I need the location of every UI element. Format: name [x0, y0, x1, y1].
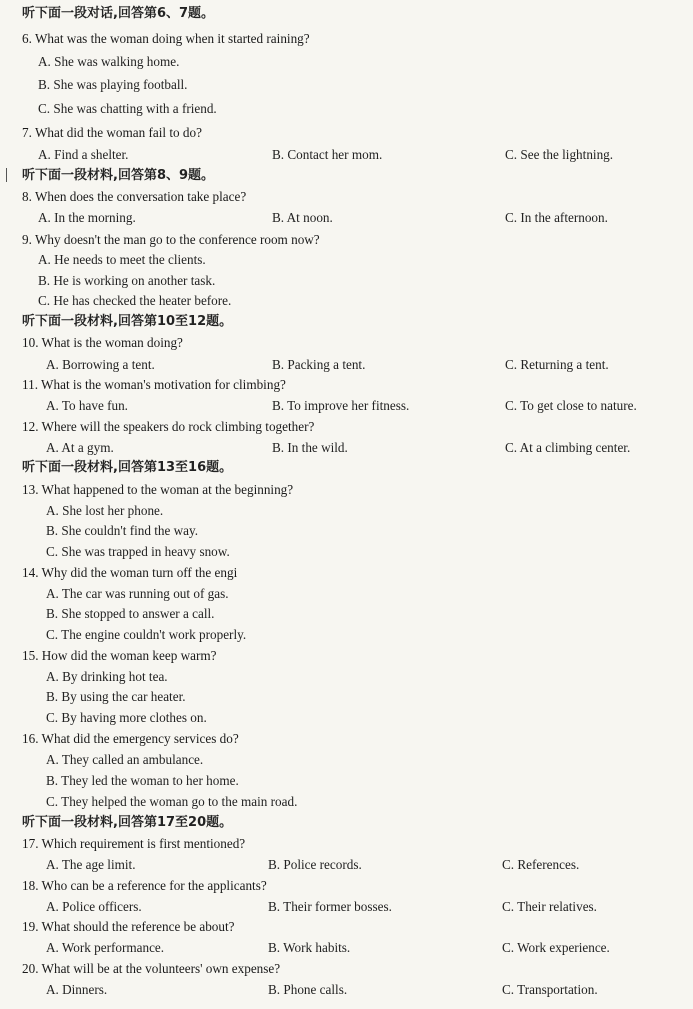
option-b: B. To improve her fitness.	[272, 398, 410, 413]
question-stem: 16. What did the emergency services do?	[22, 731, 239, 746]
question-17-options	[0, 858, 693, 878]
option-a: A. By drinking hot tea.	[46, 669, 168, 684]
question-15-option-a	[0, 670, 693, 690]
question-14-option-b	[0, 607, 693, 627]
option-c: C. Transportation.	[502, 982, 598, 997]
question-9-option-c	[0, 294, 693, 314]
option-a: A. At a gym.	[46, 440, 114, 455]
question-stem: 13. What happened to the woman at the beginning?	[22, 482, 294, 497]
question-8-options	[0, 211, 693, 231]
option-a: A. She lost her phone.	[46, 503, 164, 518]
option-a: A. To have fun.	[46, 398, 128, 413]
section-title: 听下面一段材料,回答第10至12题。	[22, 314, 233, 329]
question-19-options	[0, 941, 693, 961]
section-header-13-16	[0, 461, 693, 481]
question-stem: 10. What is the woman doing?	[22, 335, 183, 350]
question-6-option-c	[0, 102, 693, 122]
question-6-option-a	[0, 55, 693, 75]
option-c: C. At a climbing center.	[505, 440, 631, 455]
question-13-option-a	[0, 504, 693, 524]
question-stem: 17. Which requirement is first mentioned?	[22, 836, 246, 851]
option-c: C. She was trapped in heavy snow.	[46, 544, 230, 559]
section-title: 听下面一段材料,回答第8、9题。	[22, 168, 215, 183]
question-stem: 11. What is the woman's motivation for climbing?	[22, 377, 286, 392]
question-12	[0, 420, 693, 440]
question-13-option-c	[0, 545, 693, 565]
question-15	[0, 649, 693, 669]
question-16-option-a	[0, 753, 693, 773]
option-b: B. Their former bosses.	[268, 899, 392, 914]
option-b: B. He is working on another task.	[38, 273, 216, 288]
option-b: B. Packing a tent.	[272, 357, 366, 372]
question-17	[0, 837, 693, 857]
question-7	[0, 126, 693, 146]
question-9	[0, 233, 693, 253]
question-20-options	[0, 983, 693, 1003]
option-c: C. By having more clothes on.	[46, 710, 207, 725]
section-title: 听下面一段对话,回答第6、7题。	[22, 6, 215, 21]
option-b: B. She was playing football.	[38, 77, 188, 92]
option-a: A. Find a shelter.	[38, 147, 129, 162]
question-stem: 14. Why did the woman turn off the engi	[22, 565, 238, 580]
option-c: C. They helped the woman go to the main road.	[46, 794, 298, 809]
option-c: C. He has checked the heater before.	[38, 293, 232, 308]
option-c: C. She was chatting with a friend.	[38, 101, 217, 116]
question-stem: 8. When does the conversation take place?	[22, 189, 247, 204]
option-a: A. Dinners.	[46, 982, 108, 997]
option-c: C. Their relatives.	[502, 899, 597, 914]
option-c: C. The engine couldn't work properly.	[46, 627, 247, 642]
question-6	[0, 32, 693, 52]
option-a: A. He needs to meet the clients.	[38, 252, 206, 267]
section-header-6-7	[0, 7, 693, 27]
option-a: A. The age limit.	[46, 857, 136, 872]
option-b: B. She couldn't find the way.	[46, 523, 199, 538]
question-13-option-b	[0, 524, 693, 544]
question-stem: 12. Where will the speakers do rock climbing together?	[22, 419, 315, 434]
option-b: B. At noon.	[272, 210, 333, 225]
option-a: A. The car was running out of gas.	[46, 586, 229, 601]
option-b: B. Police records.	[268, 857, 362, 872]
section-title: 听下面一段材料,回答第17至20题。	[22, 815, 233, 830]
option-c: C. Work experience.	[502, 940, 610, 955]
question-stem: 6. What was the woman doing when it started raining?	[22, 31, 310, 46]
question-13	[0, 483, 693, 503]
option-b: B. By using the car heater.	[46, 689, 186, 704]
question-14-option-a	[0, 587, 693, 607]
option-c: C. To get close to nature.	[505, 398, 637, 413]
question-11-options	[0, 399, 693, 419]
option-c: C. In the afternoon.	[505, 210, 608, 225]
question-19	[0, 920, 693, 940]
option-b: B. They led the woman to her home.	[46, 773, 239, 788]
question-10	[0, 336, 693, 356]
question-6-option-b	[0, 78, 693, 98]
question-16-option-c	[0, 795, 693, 815]
question-11	[0, 378, 693, 398]
option-b: B. In the wild.	[272, 440, 348, 455]
question-16	[0, 732, 693, 752]
option-a: A. Work performance.	[46, 940, 165, 955]
question-stem: 9. Why doesn't the man go to the conference room now?	[22, 232, 320, 247]
question-16-option-b	[0, 774, 693, 794]
question-9-option-b	[0, 274, 693, 294]
question-14	[0, 566, 693, 586]
option-a: A. Police officers.	[46, 899, 142, 914]
option-a: A. Borrowing a tent.	[46, 357, 155, 372]
option-c: C. Returning a tent.	[505, 357, 609, 372]
section-header-8-9	[0, 169, 693, 189]
question-8	[0, 190, 693, 210]
question-15-option-b	[0, 690, 693, 710]
section-title: 听下面一段材料,回答第13至16题。	[22, 460, 233, 475]
question-stem: 18. Who can be a reference for the applicants?	[22, 878, 267, 893]
option-b: B. Work habits.	[268, 940, 351, 955]
question-10-options	[0, 358, 693, 378]
option-b: B. She stopped to answer a call.	[46, 606, 215, 621]
question-stem: 15. How did the woman keep warm?	[22, 648, 217, 663]
question-20	[0, 962, 693, 982]
option-c: C. See the lightning.	[505, 147, 614, 162]
section-header-17-20	[0, 816, 693, 836]
option-c: C. References.	[502, 857, 580, 872]
option-a: A. She was walking home.	[38, 54, 180, 69]
option-a: A. They called an ambulance.	[46, 752, 204, 767]
question-12-options	[0, 441, 693, 461]
option-b: B. Contact her mom.	[272, 147, 383, 162]
question-stem: 19. What should the reference be about?	[22, 919, 235, 934]
question-14-option-c	[0, 628, 693, 648]
question-stem: 20. What will be at the volunteers' own expense?	[22, 961, 281, 976]
question-7-options	[0, 148, 693, 168]
question-9-option-a	[0, 253, 693, 273]
option-a: A. In the morning.	[38, 210, 136, 225]
question-18-options	[0, 900, 693, 920]
section-header-10-12	[0, 315, 693, 335]
option-b: B. Phone calls.	[268, 982, 348, 997]
question-15-option-c	[0, 711, 693, 731]
question-stem: 7. What did the woman fail to do?	[22, 125, 202, 140]
question-18	[0, 879, 693, 899]
